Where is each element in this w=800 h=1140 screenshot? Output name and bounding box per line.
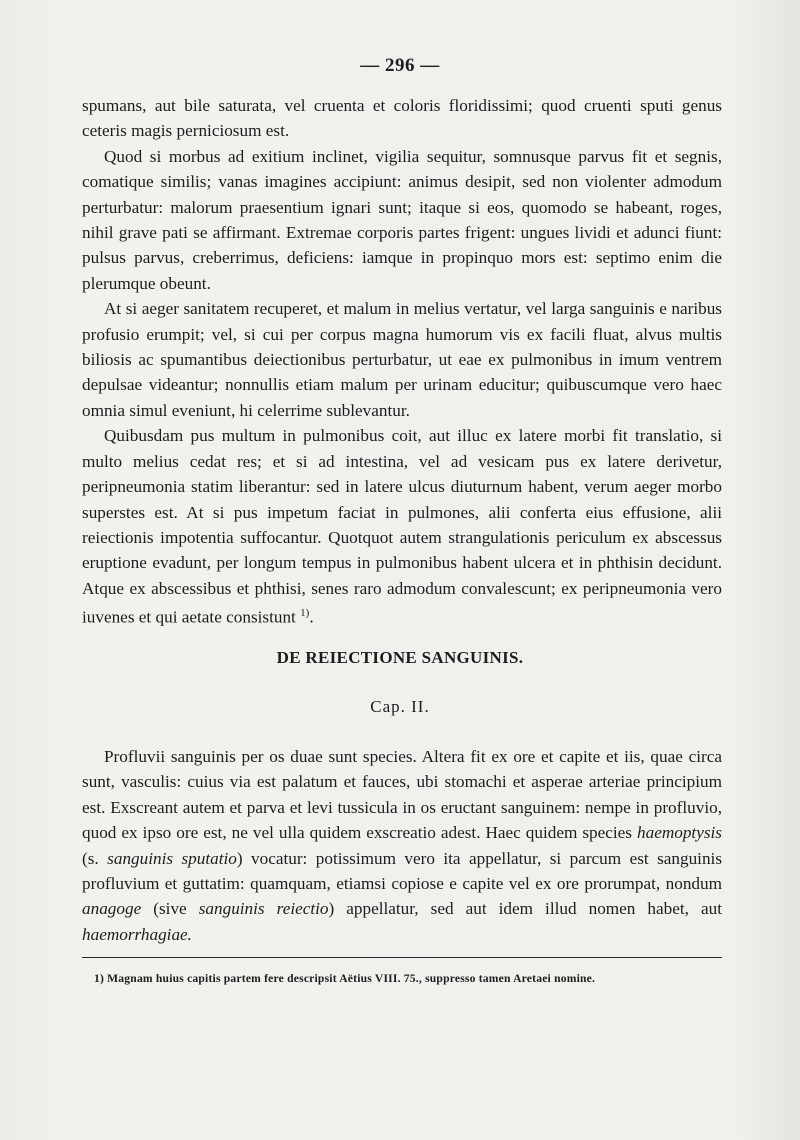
p5-text-c: ) vocatur: potissimum vero ita appellatur, si parcum est sanguinis profluvium et guttatim: quamquam, etiamsi copiose e capite vel ex ore prorumpat, nondum — [82, 848, 723, 894]
paragraph-4: Quibusdam pus multum in pulmonibus coit, aut illuc ex latere morbi fit translatio, si multo melius cedat res; et si ad intestina, vel ad vesicam pus ex latere derivetur, peripneumonia statim liberantur: sed in latere ulcus diuturnum habent, verum aeger morbo superstes est. At si pus impetum faciat in pulmones, alii conferta eius effusione, alii reiectionis impotentia suffocantur. Quotquot autem strangulationis periculum ex abscessus eruptione evadunt, per longum tempus in pulmonibus habent ulcera et in phthisin decidunt. Atque ex abscessibus et phthisi, senes raro admodum convalescunt; ex peripneumonia vero iuvenes et qui aetate consistunt $^{1)}$. — [82, 426, 722, 627]
section-text-1 — [82, 93, 722, 630]
paragraph-2: Quod si morbus ad exitium inclinet, vigilia sequitur, somnusque parvus fit et segnis, comatique similis; vanas imagines accipiunt: animus desipit, sed non violenter admodum perturbatur: malorum praesentium ignari sunt; itaque si eos, quomodo se habeant, roges, nihil grave pati se affirmant. Extremae corporis partes frigent: ungues lividi et adunci fiunt: pulsus parvus, creberrimus, deficiens: iamque in propinquo mors est: septimo enim die plerumque obeunt. — [82, 146, 722, 293]
paragraph-4-text: Quibusdam pus multum in pulmonibus coit, aut illuc ex latere morbi fit translatio, si multo melius cedat res; et si ad intestina, vel ad vesicam pus ex latere derivetur, peripneumonia statim liberantur: sed in latere ulcus diuturnum habent, verum aeger morbo superstes est. At si pus impetum faciat in pulmones, alii conferta eius effusione, alii reiectionis impotentia suffocantur. Quotquot autem strangulationis periculum ex abscessus eruptione evadunt, per longum tempus in pulmonibus habent ulcera et in phthisin decidunt. Atque ex abscessibus et phthisi, senes raro admodum convalescunt; ex peripneumonia vero iuvenes et qui aetate consistunt — [82, 426, 722, 627]
footnote: 1) Magnam huius capitis partem fere descripsit Aëtius VIII. 75., suppresso tamen Aretaei nomine. — [94, 972, 596, 985]
p5-text-e: ) appellatur, sed aut idem illud nomen habet, aut — [328, 899, 722, 919]
footnote-divider — [82, 957, 722, 958]
paragraph-1: spumans, aut bile saturata, vel cruenta et coloris floridissimi; quod cruenti sputi genus ceteris magis perniciosum est. — [82, 96, 722, 141]
chapter-label: Cap. II. — [370, 697, 430, 716]
term-haemoptysis: haemoptysis — [637, 823, 722, 843]
p5-text-a: Profluvii sanguinis per os duae sunt species. Altera fit ex ore et capite et iis, quae circa sunt, vasculis: cuius via est palatum et fauces, ubi stomachi et asperae arteriae principium est. Exscreant autem et parva et levi tussicula in os eructant sanguinem: nempe in profluvio, quod ex ipso ore est, ne vel ulla quidem exscreatio adest. Haec quidem species — [82, 747, 722, 843]
p5-text-d: (sive — [153, 899, 187, 919]
paragraph-5 — [82, 744, 722, 947]
section-text-2 — [82, 744, 722, 947]
p5-text-b: (s. — [82, 848, 99, 868]
paragraph-3: At si aeger sanitatem recuperet, et malum in melius vertatur, vel larga sanguinis e naribus profusio erumpit; vel, si cui per corpus magna humorum vis ex facili fluat, alvus multis biliosis ac spumantibus deiectionibus perturbatur, ut eae ex pulmonibus in imum ventrem depulsae videantur; nonnullis etiam malum per urinam educitur; quibuscumque vero haec omnia simul eveniunt, hi celerrime sublevantur. — [82, 299, 722, 420]
footnote-marker: 1) — [300, 607, 310, 620]
page-number: — 296 — — [360, 55, 440, 76]
section-heading: DE REIECTIONE SANGUINIS. — [276, 648, 524, 667]
term-sanguinis-reiectio: sanguinis reiectio — [198, 899, 329, 919]
term-anagoge: anagoge — [82, 899, 142, 919]
term-haemorrhagiae: haemorrhagiae. — [82, 924, 192, 944]
term-sanguinis-sputatio: sanguinis sputatio — [107, 848, 237, 868]
